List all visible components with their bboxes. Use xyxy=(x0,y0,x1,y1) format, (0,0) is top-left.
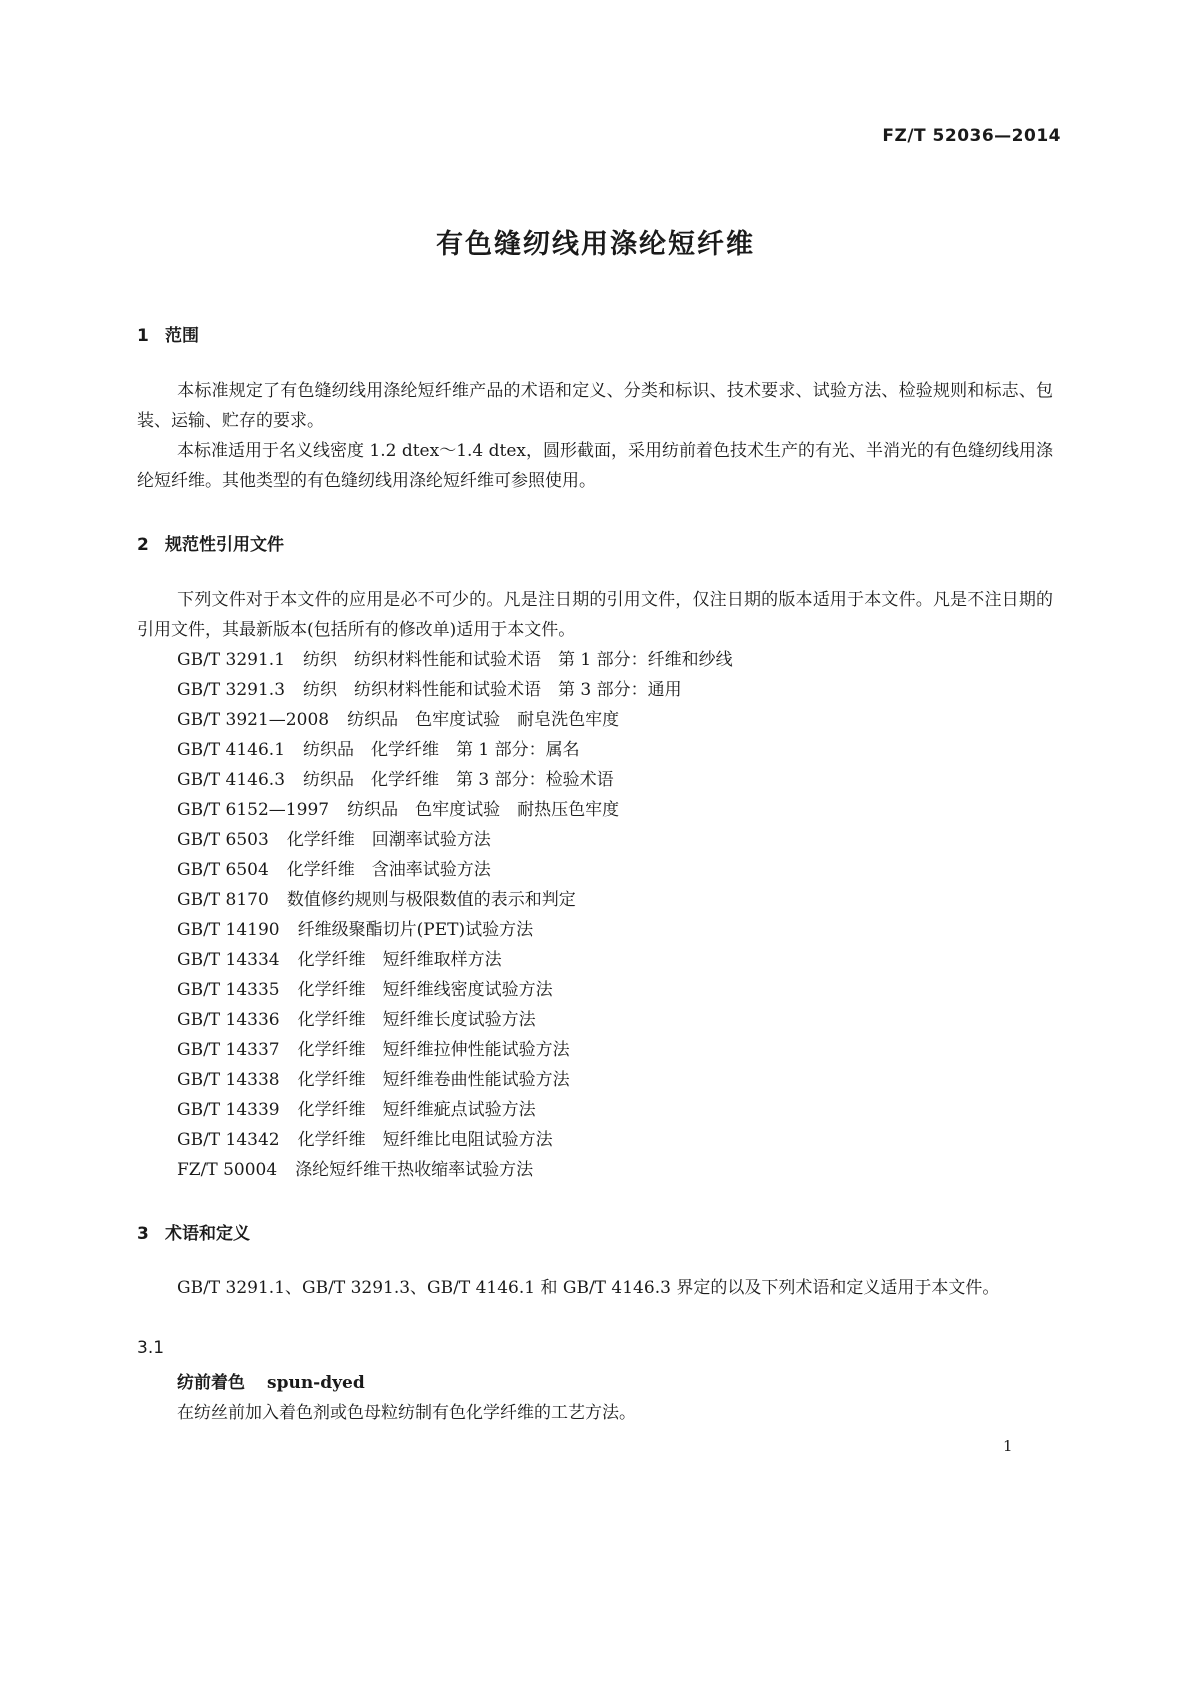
reference-item xyxy=(177,1005,733,1035)
paragraph-text: 下列文件对于本文件的应用是必不可少的。凡是注日期的引用文件，仅注日期的版本适用于本文件。凡是不注日期的引用文件，其最新版本(包括所有的修改单)适用于本文件。 xyxy=(137,590,1053,640)
reference-item xyxy=(177,765,733,795)
term-entry xyxy=(177,1368,365,1393)
reference-title: 纺织品 色牢度试验 耐皂洗色牢度 xyxy=(347,710,620,730)
reference-code: FZ/T 50004 xyxy=(177,1160,278,1180)
reference-code: GB/T 14338 xyxy=(177,1070,280,1090)
reference-title: 化学纤维 回潮率试验方法 xyxy=(286,830,491,850)
page-number: 1 xyxy=(1003,1437,1013,1455)
section-2-heading xyxy=(137,530,284,555)
reference-title: 化学纤维 短纤维长度试验方法 xyxy=(297,1010,536,1030)
reference-code: GB/T 4146.1 xyxy=(177,740,286,760)
reference-title: 数值修约规则与极限数值的表示和判定 xyxy=(286,890,576,910)
reference-item xyxy=(177,675,733,705)
reference-item xyxy=(177,1035,733,1065)
reference-item xyxy=(177,1155,733,1185)
reference-item xyxy=(177,1125,733,1155)
reference-title: 纺织品 化学纤维 第 3 部分：检验术语 xyxy=(303,770,614,790)
section-1-paragraph-1 xyxy=(137,376,1053,436)
section-title: 术语和定义 xyxy=(165,1224,250,1244)
reference-title: 化学纤维 短纤维疵点试验方法 xyxy=(297,1100,536,1120)
reference-title: 化学纤维 短纤维线密度试验方法 xyxy=(297,980,553,1000)
section-3-intro xyxy=(137,1273,1053,1303)
reference-item xyxy=(177,735,733,765)
reference-title: 化学纤维 短纤维取样方法 xyxy=(297,950,502,970)
reference-code: GB/T 3291.3 xyxy=(177,680,286,700)
reference-title: 化学纤维 含油率试验方法 xyxy=(286,860,491,880)
reference-code: GB/T 14339 xyxy=(177,1100,280,1120)
standard-code: FZ/T 52036—2014 xyxy=(882,126,1061,146)
reference-item xyxy=(177,1095,733,1125)
reference-code: GB/T 14336 xyxy=(177,1010,280,1030)
document-title: 有色缝纫线用涤纶短纤维 xyxy=(436,229,755,260)
reference-title: 纤维级聚酯切片(PET)试验方法 xyxy=(297,920,534,940)
reference-item xyxy=(177,885,733,915)
reference-item xyxy=(177,705,733,735)
reference-item xyxy=(177,825,733,855)
reference-code: GB/T 4146.3 xyxy=(177,770,286,790)
reference-title: 纺织 纺织材料性能和试验术语 第 3 部分：通用 xyxy=(303,680,682,700)
term-english: spun-dyed xyxy=(267,1373,365,1393)
reference-code: GB/T 14190 xyxy=(177,920,280,940)
reference-code: GB/T 6152—1997 xyxy=(177,800,330,820)
reference-code: GB/T 3921—2008 xyxy=(177,710,330,730)
reference-code: GB/T 6504 xyxy=(177,860,269,880)
reference-title: 化学纤维 短纤维拉伸性能试验方法 xyxy=(297,1040,570,1060)
reference-code: GB/T 14335 xyxy=(177,980,280,1000)
section-2-intro xyxy=(137,585,1053,645)
normative-references-list xyxy=(177,645,733,1185)
reference-title: 涤纶短纤维干热收缩率试验方法 xyxy=(295,1160,534,1180)
reference-code: GB/T 3291.1 xyxy=(177,650,286,670)
paragraph-text: 本标准规定了有色缝纫线用涤纶短纤维产品的术语和定义、分类和标识、技术要求、试验方法、检验规则和标志、包装、运输、贮存的要求。 xyxy=(137,381,1053,431)
reference-code: GB/T 14342 xyxy=(177,1130,280,1150)
section-1-heading xyxy=(137,321,199,346)
reference-item xyxy=(177,975,733,1005)
clause-number: 3.1 xyxy=(137,1338,165,1358)
reference-item xyxy=(177,645,733,675)
reference-code: GB/T 8170 xyxy=(177,890,269,910)
reference-title: 纺织品 化学纤维 第 1 部分：属名 xyxy=(303,740,580,760)
reference-title: 纺织 纺织材料性能和试验术语 第 1 部分：纤维和纱线 xyxy=(303,650,733,670)
reference-item xyxy=(177,855,733,885)
reference-code: GB/T 14334 xyxy=(177,950,280,970)
reference-title: 化学纤维 短纤维比电阻试验方法 xyxy=(297,1130,553,1150)
section-title: 规范性引用文件 xyxy=(165,535,284,555)
reference-code: GB/T 6503 xyxy=(177,830,269,850)
section-3-heading xyxy=(137,1219,250,1244)
section-number: 1 xyxy=(137,326,149,346)
reference-item xyxy=(177,915,733,945)
reference-item xyxy=(177,1065,733,1095)
section-number: 3 xyxy=(137,1224,149,1244)
reference-item xyxy=(177,795,733,825)
paragraph-text: 本标准适用于名义线密度 1.2 dtex～1.4 dtex，圆形截面，采用纺前着色技术生产的有光、半消光的有色缝纫线用涤纶短纤维。其他类型的有色缝纫线用涤纶短纤维可参照使用。 xyxy=(137,441,1054,491)
reference-title: 化学纤维 短纤维卷曲性能试验方法 xyxy=(297,1070,570,1090)
section-title: 范围 xyxy=(165,326,199,346)
section-1-paragraph-2 xyxy=(137,436,1053,496)
term-definition: 在纺丝前加入着色剂或色母粒纺制有色化学纤维的工艺方法。 xyxy=(177,1403,636,1423)
paragraph-text: GB/T 3291.1、GB/T 3291.3、GB/T 4146.1 和 GB/T 4146.3 界定的以及下列术语和定义适用于本文件。 xyxy=(177,1278,1000,1298)
section-number: 2 xyxy=(137,535,149,555)
reference-code: GB/T 14337 xyxy=(177,1040,280,1060)
reference-title: 纺织品 色牢度试验 耐热压色牢度 xyxy=(347,800,620,820)
term-chinese: 纺前着色 xyxy=(177,1373,245,1393)
reference-item xyxy=(177,945,733,975)
